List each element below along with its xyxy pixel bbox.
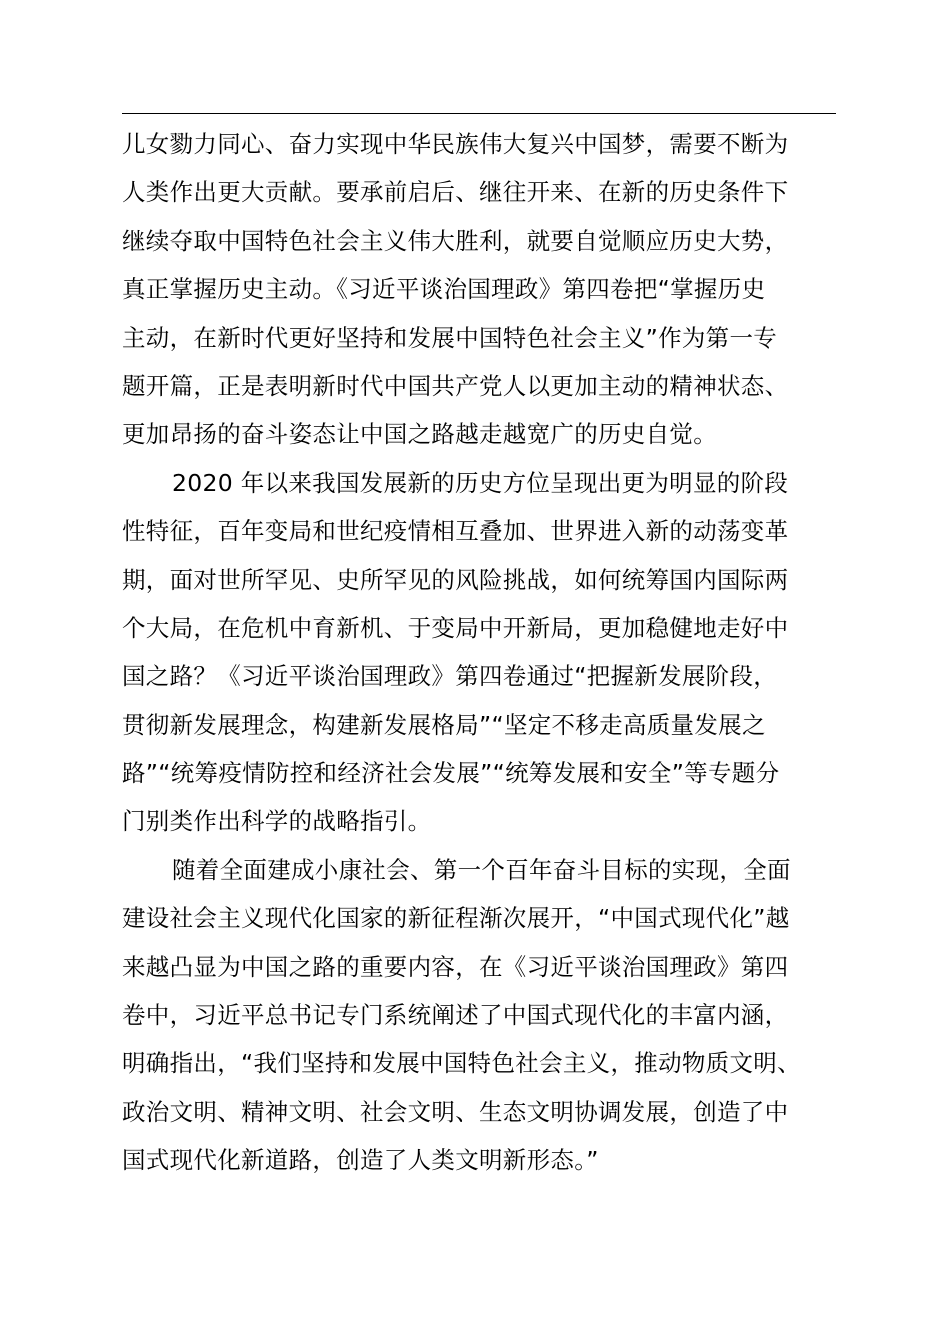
paragraph-1 (122, 120, 836, 459)
text-line: 期，面对世所罕见、史所罕见的风险挑战，如何统筹国内国际两 (122, 565, 789, 594)
text-line: 门别类作出科学的战略指引。 (122, 807, 432, 836)
text-line: 国式现代化新道路，创造了人类文明新形态。” (122, 1146, 599, 1175)
text-line: 儿女勠力同心、奋力实现中华民族伟大复兴中国梦，需要不断为 (122, 130, 789, 158)
text-line: 明确指出，“我们坚持和发展中国特色社会主义，推动物质文明、 (122, 1049, 801, 1078)
text-line: 题开篇，正是表明新时代中国共产党人以更加主动的精神状态、 (122, 371, 789, 400)
text-line: 建设社会主义现代化国家的新征程渐次展开，“中国式现代化”越 (122, 904, 790, 933)
text-line: 更加昂扬的奋斗姿态让中国之路越走越宽广的历史自觉。 (122, 420, 717, 449)
text-line: 政治文明、精神文明、社会文明、生态文明协调发展，创造了中 (122, 1097, 789, 1126)
text-line: 真正掌握历史主动。《习近平谈治国理政》第四卷把“掌握历史 (122, 275, 766, 304)
text-line: 路”“统筹疫情防控和经济社会发展”“统筹发展和安全”等专题分 (122, 759, 780, 788)
document-body (122, 120, 836, 1185)
text-line: 继续夺取中国特色社会主义伟大胜利，就要自觉顺应历史大势， (122, 226, 789, 255)
text-line: 2020 年以来我国发展新的历史方位呈现出更为明显的阶段 (172, 468, 789, 497)
text-line: 来越凸显为中国之路的重要内容，在《习近平谈治国理政》第四 (122, 952, 789, 981)
paragraph-2 (122, 459, 836, 846)
text-line: 随着全面建成小康社会、第一个百年奋斗目标的实现，全面 (172, 855, 791, 884)
text-line: 国之路？《习近平谈治国理政》第四卷通过“把握新发展阶段， (122, 662, 778, 691)
text-line: 个大局，在危机中育新机、于变局中开新局，更加稳健地走好中 (122, 613, 789, 642)
text-line: 主动，在新时代更好坚持和发展中国特色社会主义”作为第一专 (122, 323, 778, 352)
text-line: 卷中，习近平总书记专门系统阐述了中国式现代化的丰富内涵， (122, 1001, 789, 1030)
text-line: 贯彻新发展理念，构建新发展格局”“坚定不移走高质量发展之 (122, 710, 766, 739)
paragraph-3 (122, 846, 836, 1185)
text-line: 性特征，百年变局和世纪疫情相互叠加、世界进入新的动荡变革 (122, 517, 789, 546)
header-rule (122, 113, 836, 114)
text-line: 人类作出更大贡献。要承前启后、继往开来、在新的历史条件下 (122, 178, 789, 207)
